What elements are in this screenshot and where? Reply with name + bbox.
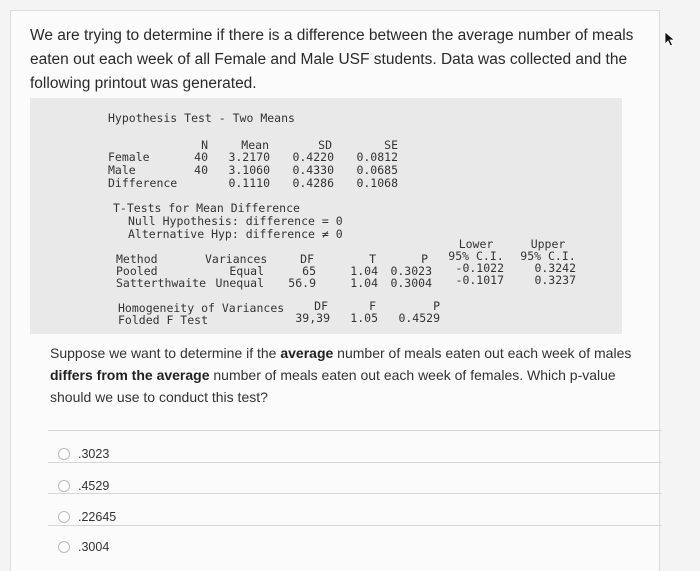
- question-part-1: Suppose we want to determine if the: [50, 345, 281, 361]
- header-p: P: [421, 252, 428, 266]
- difference-mean: 0.1110: [228, 176, 270, 190]
- intro-text: We are trying to determine if there is a difference between the average number of meals eaten out each week of all Female and Male USF students. Data was collected and the following printout was generated.: [30, 27, 634, 92]
- pooled-variances: Equal: [229, 264, 264, 278]
- option-divider: [48, 493, 662, 494]
- option-label: .3004: [78, 540, 110, 554]
- pooled-df: 65: [302, 264, 316, 278]
- male-mean: 3.1060: [228, 163, 270, 177]
- question-part-2: number of meals eaten out each week of males: [333, 345, 632, 361]
- pooled-t: 1.04: [350, 264, 378, 278]
- question-text: [50, 342, 646, 408]
- ttest-title: T-Tests for Mean Difference: [113, 201, 300, 215]
- option-divider: [48, 525, 662, 526]
- female-mean: 3.2170: [228, 150, 270, 164]
- row-label-male: Male: [108, 163, 136, 177]
- option-label: .4529: [78, 479, 110, 493]
- method-pooled: Pooled: [116, 264, 158, 278]
- radio-button[interactable]: [58, 541, 70, 553]
- homog-df: 39,39: [295, 311, 330, 325]
- difference-se: 0.1068: [356, 176, 398, 190]
- difference-sd: 0.4286: [292, 176, 334, 190]
- question-bold-average: average: [280, 345, 334, 361]
- male-n: 40: [194, 163, 208, 177]
- header-method: Method: [116, 252, 158, 266]
- header-lower-1: Lower: [458, 237, 494, 251]
- option-label: .22645: [78, 510, 117, 524]
- homog-p: 0.4529: [398, 311, 440, 325]
- radio-button[interactable]: [58, 448, 70, 460]
- printout-title: Hypothesis Test - Two Means: [108, 111, 295, 125]
- header-variances: Variances: [205, 252, 268, 266]
- statistics-printout: [30, 98, 622, 334]
- header-n: N: [201, 138, 208, 152]
- answer-option[interactable]: [58, 509, 116, 525]
- alternative-hypothesis: Alternative Hyp: difference ≠ 0: [128, 227, 343, 241]
- option-divider: [48, 462, 662, 463]
- radio-button[interactable]: [58, 480, 70, 492]
- satterthwaite-df: 56.9: [288, 276, 316, 290]
- header-se: SE: [384, 138, 398, 152]
- header-df: DF: [300, 252, 314, 266]
- row-label-female: Female: [108, 150, 150, 164]
- header-upper-1: Upper: [530, 237, 566, 251]
- female-se: 0.0812: [356, 150, 398, 164]
- satterthwaite-p: 0.3004: [390, 276, 432, 290]
- header-upper-2: 95% C.I.: [520, 249, 576, 263]
- header-sd: SD: [318, 138, 332, 152]
- radio-button[interactable]: [58, 511, 70, 523]
- homog-header-f: F: [369, 299, 376, 313]
- male-sd: 0.4330: [292, 163, 334, 177]
- header-lower-2: 95% C.I.: [448, 249, 504, 263]
- folded-f-test: Folded F Test: [118, 313, 209, 327]
- answer-option[interactable]: [58, 446, 109, 462]
- female-sd: 0.4220: [292, 150, 334, 164]
- pooled-lower: -0.1022: [455, 261, 504, 275]
- header-mean: Mean: [241, 138, 269, 152]
- male-se: 0.0685: [356, 163, 398, 177]
- homog-f: 1.05: [350, 311, 378, 325]
- female-n: 40: [194, 150, 208, 164]
- method-satterthwaite: Satterthwaite: [116, 276, 207, 290]
- satterthwaite-lower: -0.1017: [455, 273, 504, 287]
- pooled-upper: 0.3242: [534, 261, 576, 275]
- homog-header-p: P: [433, 299, 440, 313]
- header-t: T: [369, 252, 376, 266]
- pooled-p: 0.3023: [390, 264, 432, 278]
- question-part-3: number of meals eaten out each week of females. Which p-value should we use to conduct this test?: [50, 367, 616, 405]
- homog-header-df: DF: [314, 299, 328, 313]
- satterthwaite-upper: 0.3237: [534, 273, 576, 287]
- satterthwaite-variances: Unequal: [215, 276, 264, 290]
- answer-option[interactable]: [58, 478, 109, 494]
- null-hypothesis: Null Hypothesis: difference = 0: [128, 214, 343, 228]
- satterthwaite-t: 1.04: [350, 276, 378, 290]
- mouse-cursor-icon: [664, 31, 678, 47]
- answer-option[interactable]: [58, 539, 109, 555]
- question-bold-differs: differs from the average: [50, 367, 210, 383]
- row-label-difference: Difference: [108, 176, 178, 190]
- option-label: .3023: [78, 447, 110, 461]
- option-divider: [48, 430, 662, 431]
- homog-title: Homogeneity of Variances: [118, 301, 285, 315]
